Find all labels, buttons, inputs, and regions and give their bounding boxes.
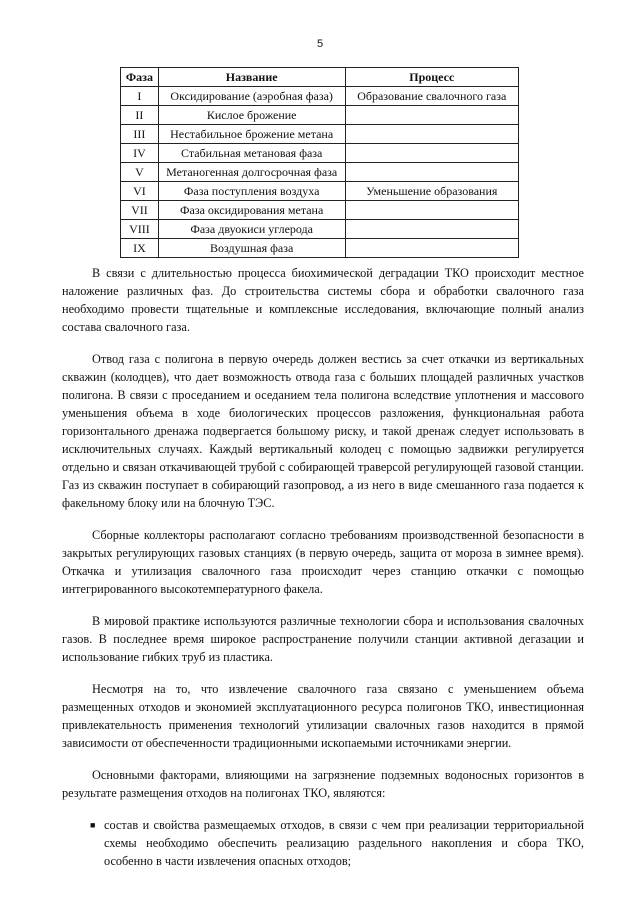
column-header-process: Процесс <box>345 68 518 87</box>
table-row <box>121 182 519 201</box>
column-header-phase: Фаза <box>121 68 159 87</box>
process-cell <box>345 239 518 258</box>
process-cell <box>345 106 518 125</box>
paragraph: В связи с длительностью процесса биохимической деградации ТКО происходит местное наложение различных фаз. До строительства системы сбора и обработки свалочного газа необходимо провести тщательные и комплексные исследования, включающие полный анализ состава свалочного газа. <box>62 266 584 334</box>
name-cell: Фаза поступления воздуха <box>158 182 345 201</box>
phase-cell: VI <box>121 182 159 201</box>
paragraph: Основными факторами, влияющими на загрязнение подземных водоносных горизонтов в результате размещения отходов на полигонах ТКО, являются: <box>62 768 584 800</box>
phase-cell: VII <box>121 201 159 220</box>
page-number: 5 <box>316 38 324 50</box>
table-row <box>121 125 519 144</box>
paragraph: Сборные коллекторы располагают согласно требованиям производственной безопасности в закрытых регулирующих газовых станциях (в первую очередь, защита от мороза в зимнее время). Откачка и утилизация свалочного газа происходит через станцию откачки с помощью интегрированного высокотемпературного факела. <box>62 528 584 596</box>
phase-cell: V <box>121 163 159 182</box>
table-row <box>121 163 519 182</box>
name-cell: Стабильная метановая фаза <box>158 144 345 163</box>
paragraph: В мировой практике используются различные технологии сбора и использования свалочных газов. В последнее время широкое распространение получили станции активной дегазации и использование гибких труб из пластика. <box>62 614 584 664</box>
process-cell: Уменьшение образования <box>345 182 518 201</box>
process-cell <box>345 201 518 220</box>
name-cell: Кислое брожение <box>158 106 345 125</box>
table-header-row <box>121 68 519 87</box>
name-cell: Воздушная фаза <box>158 239 345 258</box>
name-cell: Метаногенная долгосрочная фаза <box>158 163 345 182</box>
table-row <box>121 220 519 239</box>
phase-cell: IV <box>121 144 159 163</box>
process-cell <box>345 220 518 239</box>
paragraph: Несмотря на то, что извлечение свалочного газа связано с уменьшением объема размещенных отходов и экономией эксплуатационного ресурса полигонов ТКО, инвестиционная привлекательность применения технологий утилизации свалочных газов находится в прямой зависимости от обеспеченности традиционными ископаемыми источниками энергии. <box>62 682 584 750</box>
table-row <box>121 144 519 163</box>
phase-cell: IX <box>121 239 159 258</box>
bullet-marker-icon: ■ <box>90 820 96 830</box>
phase-cell: III <box>121 125 159 144</box>
column-header-name: Название <box>158 68 345 87</box>
process-cell <box>345 163 518 182</box>
name-cell: Нестабильное брожение метана <box>158 125 345 144</box>
name-cell: Оксидирование (аэробная фаза) <box>158 87 345 106</box>
process-cell <box>345 125 518 144</box>
phase-cell: I <box>121 87 159 106</box>
phases-table <box>120 67 519 258</box>
name-cell: Фаза двуокиси углерода <box>158 220 345 239</box>
process-cell: Образование свалочного газа <box>345 87 518 106</box>
body-text <box>62 264 584 870</box>
table-row <box>121 87 519 106</box>
table-row <box>121 239 519 258</box>
phase-cell: II <box>121 106 159 125</box>
name-cell: Фаза оксидирования метана <box>158 201 345 220</box>
paragraph: Отвод газа с полигона в первую очередь должен вестись за счет откачки из вертикальных скважин (колодцев), что дает возможность отвода газа с больших площадей различных участков полигона. В связи с проседанием и оседанием тела полигона вследствие уплотнения и массового уменьшения объема в ходе биологических процессов разложения, функциональная работа горизонтального дренажа подвергается большому риску, и такой дренаж следует использовать в исключительных случаях. Каждый вертикальный колодец с помощью задвижки регулируется отдельно и связан откачивающей трубой с собирающей траверсой регулирующей газовой станции. Газ из скважин поступает в собирающий газопровод, а из него в виде смешанного газа подается к факельному блоку или на блочную ТЭС. <box>62 352 584 510</box>
bullet-item <box>90 816 584 870</box>
bullet-text: состав и свойства размещаемых отходов, в связи с чем при реализации территориальной схемы необходимо обеспечить реализацию раздельного накопления и сбора ТКО, особенно в части извлечения опасных отходов; <box>104 818 584 868</box>
process-cell <box>345 144 518 163</box>
phase-cell: VIII <box>121 220 159 239</box>
table-row <box>121 201 519 220</box>
table-row <box>121 106 519 125</box>
